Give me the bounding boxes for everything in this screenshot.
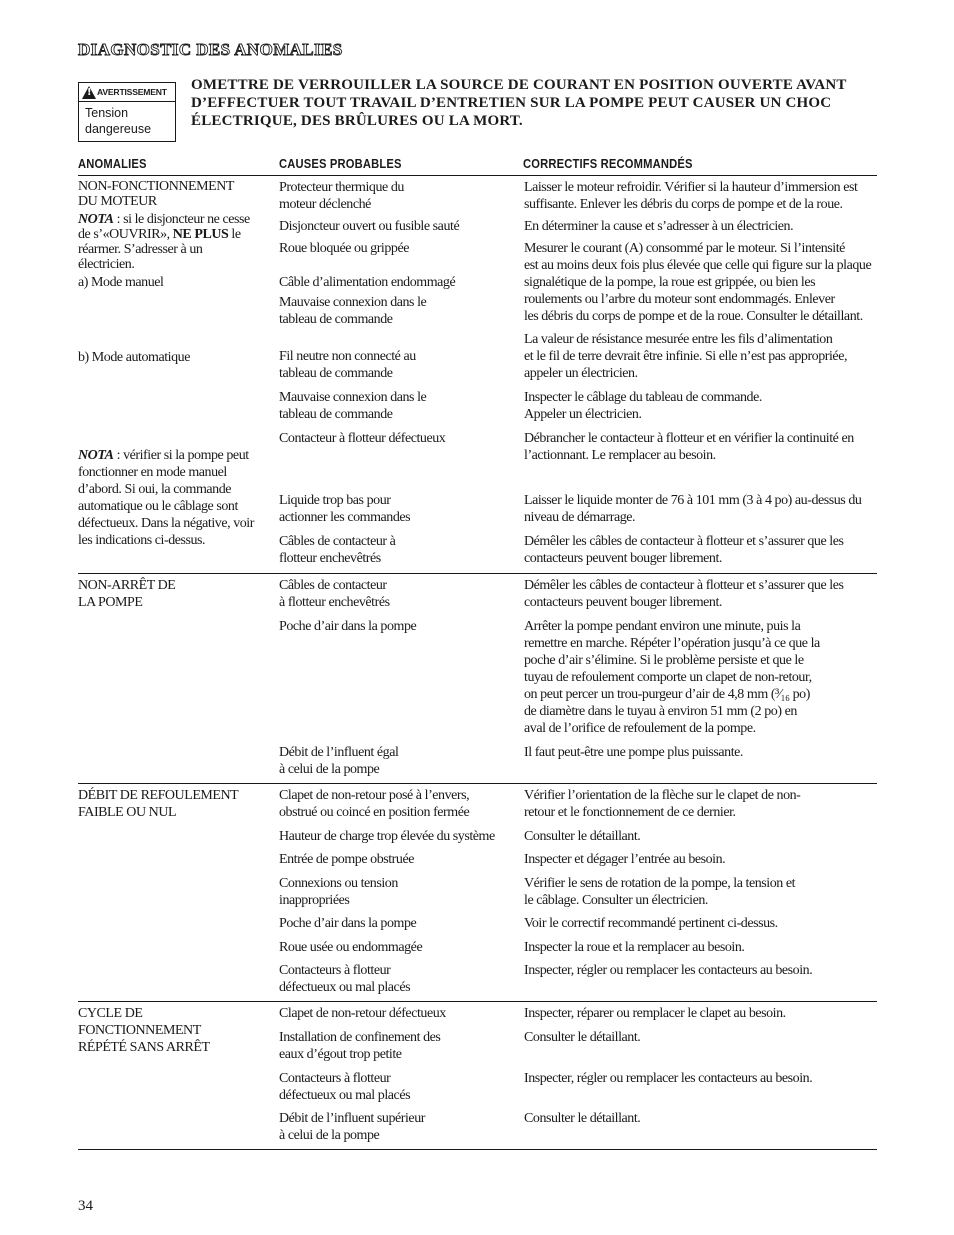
column-header-problem: ANOMALIES <box>78 156 147 171</box>
section-divider <box>78 573 877 574</box>
mode-automatic-label: b) Mode automatique <box>78 350 190 365</box>
fix-item: Inspecter et dégager l’entrée au besoin. <box>524 852 726 867</box>
fix-item: Vérifier l’orientation de la flèche sur le clapet de non- retour et le fonctionnement de ce dernier. <box>524 788 801 820</box>
cause-item: Connexions ou tension inappropriées <box>279 876 398 908</box>
cause-item: Protecteur thermique du moteur déclenché <box>279 180 404 212</box>
problem-motor-not-running: NON-FONCTIONNEMENT DU MOTEUR <box>78 179 234 209</box>
cause-item: Disjoncteur ouvert ou fusible sauté <box>279 219 460 234</box>
cause-item: Roue bloquée ou grippée <box>279 241 409 256</box>
cause-item: Roue usée ou endommagée <box>279 940 423 955</box>
cause-item: Poche d’air dans la pompe <box>279 619 417 634</box>
warning-label-box <box>78 82 176 142</box>
warning-triangle-icon: ! <box>82 86 96 99</box>
section-divider <box>78 783 877 784</box>
cause-item: Contacteur à flotteur défectueux <box>279 431 446 446</box>
cause-item: Câbles de contacteur à flotteur enchevêtrés <box>279 534 396 566</box>
cause-item: Contacteurs à flotteur défectueux ou mal placés <box>279 1071 411 1103</box>
cause-item: Hauteur de charge trop élevée du système <box>279 829 495 844</box>
problem-pump-not-stopping: NON-ARRÊT DE LA POMPE <box>78 578 176 610</box>
cause-item: Clapet de non-retour posé à l’envers, obstrué ou coincé en position fermée <box>279 788 470 820</box>
cause-item: Liquide trop bas pour actionner les commandes <box>279 493 411 525</box>
fix-item: La valeur de résistance mesurée entre les fils d’alimentation et le fil de terre devrait être infinie. Si elle n’est pas appropriée, appeler un électricien. <box>524 332 848 381</box>
column-header-cause: CAUSES PROBABLES <box>279 156 402 171</box>
warning-word: AVERTISSEMENT <box>97 87 167 97</box>
cause-item: Installation de confinement des eaux d’égout trop petite <box>279 1030 441 1062</box>
cause-item: Mauvaise connexion dans le tableau de commande <box>279 295 427 327</box>
fix-item: Démêler les câbles de contacteur à flotteur et s’assurer que les contacteurs peuvent bouger librement. <box>524 578 844 610</box>
cause-item: Entrée de pompe obstruée <box>279 852 414 867</box>
fix-item: Démêler les câbles de contacteur à flotteur et s’assurer que les contacteurs peuvent bouger librement. <box>524 534 844 566</box>
fix-item: En déterminer la cause et s’adresser à un électricien. <box>524 219 794 234</box>
problem-low-or-no-flow: DÉBIT DE REFOULEMENT FAIBLE OU NUL <box>78 788 239 820</box>
cause-item: Câbles de contacteur à flotteur enchevêtrés <box>279 578 390 610</box>
fix-item: Inspecter, réparer ou remplacer le clapet au besoin. <box>524 1006 786 1021</box>
fix-item: Inspecter, régler ou remplacer les contacteurs au besoin. <box>524 963 813 978</box>
column-header-fix: CORRECTIFS RECOMMANDÉS <box>523 156 693 171</box>
fix-item: Inspecter le câblage du tableau de commande. Appeler un électricien. <box>524 390 762 422</box>
fix-item: Débrancher le contacteur à flotteur et en vérifier la continuité en l’actionnant. Le remplacer au besoin. <box>524 431 854 463</box>
warning-label-header <box>79 83 175 102</box>
fix-item: Il faut peut-être une pompe plus puissante. <box>524 745 743 760</box>
fix-item: Voir le correctif recommandé pertinent ci-dessus. <box>524 916 778 931</box>
cause-item: Fil neutre non connecté au tableau de commande <box>279 349 416 381</box>
cause-item: Contacteurs à flotteur défectueux ou mal placés <box>279 963 411 995</box>
page-title: DIAGNOSTIC DES ANOMALIES <box>78 40 343 59</box>
fix-item: Vérifier le sens de rotation de la pompe, la tension et le câblage. Consulter un électricien. <box>524 876 796 908</box>
fix-item: Arrêter la pompe pendant environ une minute, puis la remettre en marche. Répéter l’opération jusqu’à ce que la poche d’air s’élimine. Si le problème persiste et que le tuyau de refoulement comporte un clapet de non-retour, on peut percer un trou-purgeur d’air de 4,8 mm (³⁄₁₆ po) de diamètre dans le tuyau à environ 51 mm (2 po) en aval de l’orifice de refoulement de la pompe. <box>524 619 820 736</box>
fix-item: Inspecter la roue et la remplacer au besoin. <box>524 940 745 955</box>
warning-hazard-line-2: dangereuse <box>85 122 152 136</box>
warning-message: OMETTRE DE VERROUILLER LA SOURCE DE COURANT EN POSITION OUVERTE AVANT D’EFFECTUER TOUT TRAVAIL D’ENTRETIEN SUR LA POMPE PEUT CAUSER UN CHOC ÉLECTRIQUE, DES BRÛLURES OU LA MORT. <box>191 77 847 129</box>
fix-item: Inspecter, régler ou remplacer les contacteurs au besoin. <box>524 1071 813 1086</box>
fix-item: Consulter le détaillant. <box>524 1111 641 1126</box>
cause-item: Poche d’air dans la pompe <box>279 916 417 931</box>
fix-item: Consulter le détaillant. <box>524 829 641 844</box>
table-bottom-rule <box>78 1149 877 1150</box>
fix-item: Laisser le liquide monter de 76 à 101 mm (3 à 4 po) au-dessus du niveau de démarrage. <box>524 493 862 525</box>
problem-continuous-cycling: CYCLE DE FONCTIONNEMENT RÉPÉTÉ SANS ARRÊT <box>78 1006 210 1055</box>
note-breaker: NOTA : si le disjoncteur ne cesse de s’«OUVRIR», NE PLUS le réarmer. S’adresser à un électricien. <box>78 212 250 272</box>
page-number: 34 <box>78 1198 93 1214</box>
fix-item: Laisser le moteur refroidir. Vérifier si la hauteur d’immersion est suffisante. Enlever les débris du corps de pompe et de la roue. <box>524 180 858 212</box>
mode-manual-label: a) Mode manuel <box>78 275 164 290</box>
note-automatic-check: NOTA : vérifier si la pompe peut fonctionner en mode manuel d’abord. Si oui, la commande automatique ou le câblage sont défectueux. Dans la négative, voir les indications ci-dessus. <box>78 448 254 548</box>
fix-item: Mesurer le courant (A) consommé par le moteur. Si l’intensité est au moins deux fois plus élevée que celle qui figure sur la plaque signalétique de la pompe, la roue est grippée, ou bien les roulements ou l’arbre du moteur sont endommagés. Enlever les débris du corps de pompe et de la roue. Consulter le détaillant. <box>524 241 872 324</box>
section-divider <box>78 1001 877 1002</box>
warning-hazard-line-1: Tension <box>85 106 129 120</box>
cause-item: Clapet de non-retour défectueux <box>279 1006 446 1021</box>
cause-item: Mauvaise connexion dans le tableau de commande <box>279 390 427 422</box>
cause-item: Débit de l’influent égal à celui de la pompe <box>279 745 399 777</box>
fix-item: Consulter le détaillant. <box>524 1030 641 1045</box>
header-rule <box>78 175 877 176</box>
cause-item: Débit de l’influent supérieur à celui de la pompe <box>279 1111 425 1143</box>
warning-hazard-text <box>79 102 175 137</box>
cause-item: Câble d’alimentation endommagé <box>279 275 456 290</box>
